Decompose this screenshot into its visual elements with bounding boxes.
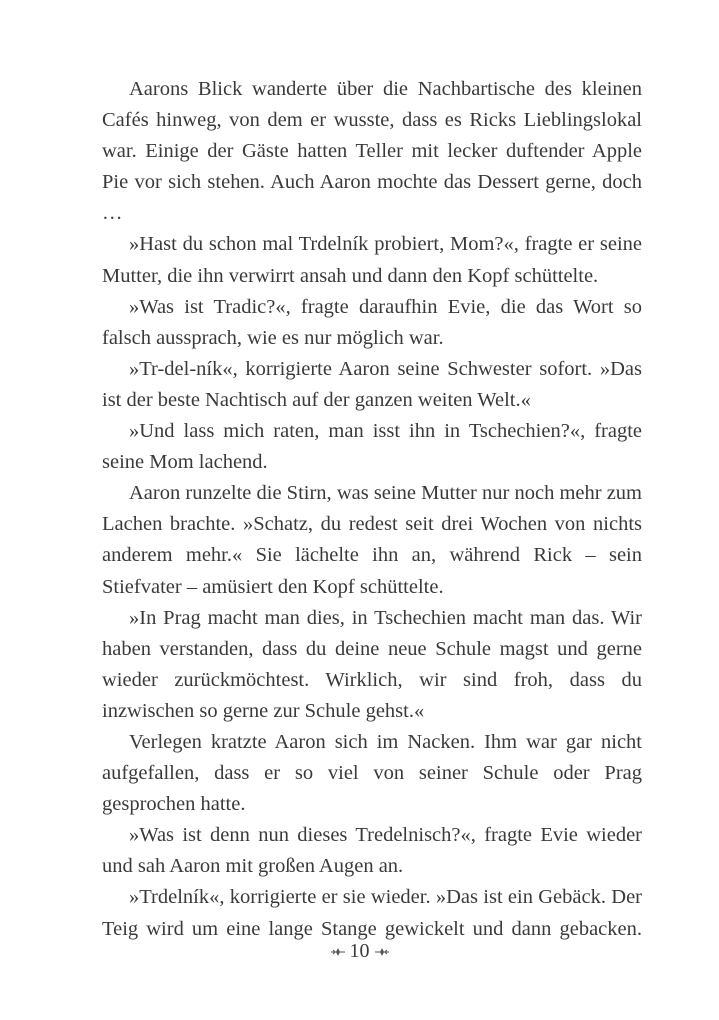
paragraph-6: Aaron runzelte die Stirn, was seine Mutter nur noch mehr zum Lachen brachte. »Schatz, du redest seit drei Wochen von nichts anderem mehr.« Sie lächelte ihn an, während Rick – sein Stiefvater – amüsiert den Kopf schüttelte. bbox=[102, 482, 642, 598]
paragraph-2: »Hast du schon mal Trdelník probiert, Mom?«, fragte er seine Mutter, die ihn verwirrt ansah und dann den Kopf schüttelte. bbox=[102, 233, 642, 287]
paragraph-10: »Trdelník«, korrigierte er sie wieder. »Das ist ein Gebäck. Der Teig wird um eine lange Stange gewickelt und dann gebacken. bbox=[102, 886, 642, 940]
page-folio bbox=[0, 940, 719, 963]
paragraph-3: »Was ist Tradic?«, fragte daraufhin Evie, die das Wort so falsch aussprach, wie es nur möglich war. bbox=[102, 295, 642, 349]
page-number: 10 bbox=[349, 940, 370, 962]
right-ornament-icon bbox=[374, 947, 390, 957]
paragraph-9: »Was ist denn nun dieses Tredelnisch?«, fragte Evie wieder und sah Aaron mit großen Augen an. bbox=[102, 824, 642, 878]
paragraph-1: Aarons Blick wanderte über die Nachbartische des kleinen Cafés hinweg, von dem er wusste, dass es Ricks Lieblingslokal war. Einige der Gäste hatten Teller mit lecker duftender Apple Pie vor sich stehen. Auch Aaron mochte das Dessert gerne, doch … bbox=[102, 78, 642, 225]
paragraph-8: Verlegen kratzte Aaron sich im Nacken. Ihm war gar nicht aufgefallen, dass er so viel von seiner Schule oder Prag gesprochen hatte. bbox=[102, 730, 642, 816]
left-ornament-icon bbox=[330, 947, 346, 957]
paragraph-5: »Und lass mich raten, man isst ihn in Tschechien?«, fragte seine Mom lachend. bbox=[102, 420, 642, 474]
paragraph-4: »Tr-del-ník«, korrigierte Aaron seine Schwester sofort. »Das ist der beste Nachtisch auf der ganzen weiten Welt.« bbox=[102, 357, 642, 411]
body-text bbox=[102, 74, 642, 945]
paragraph-7: »In Prag macht man dies, in Tschechien macht man das. Wir haben verstanden, dass du deine neue Schule magst und gerne wieder zurückmöchtest. Wirklich, wir sind froh, dass du inzwischen so gerne zur Schule gehst.« bbox=[102, 606, 642, 722]
